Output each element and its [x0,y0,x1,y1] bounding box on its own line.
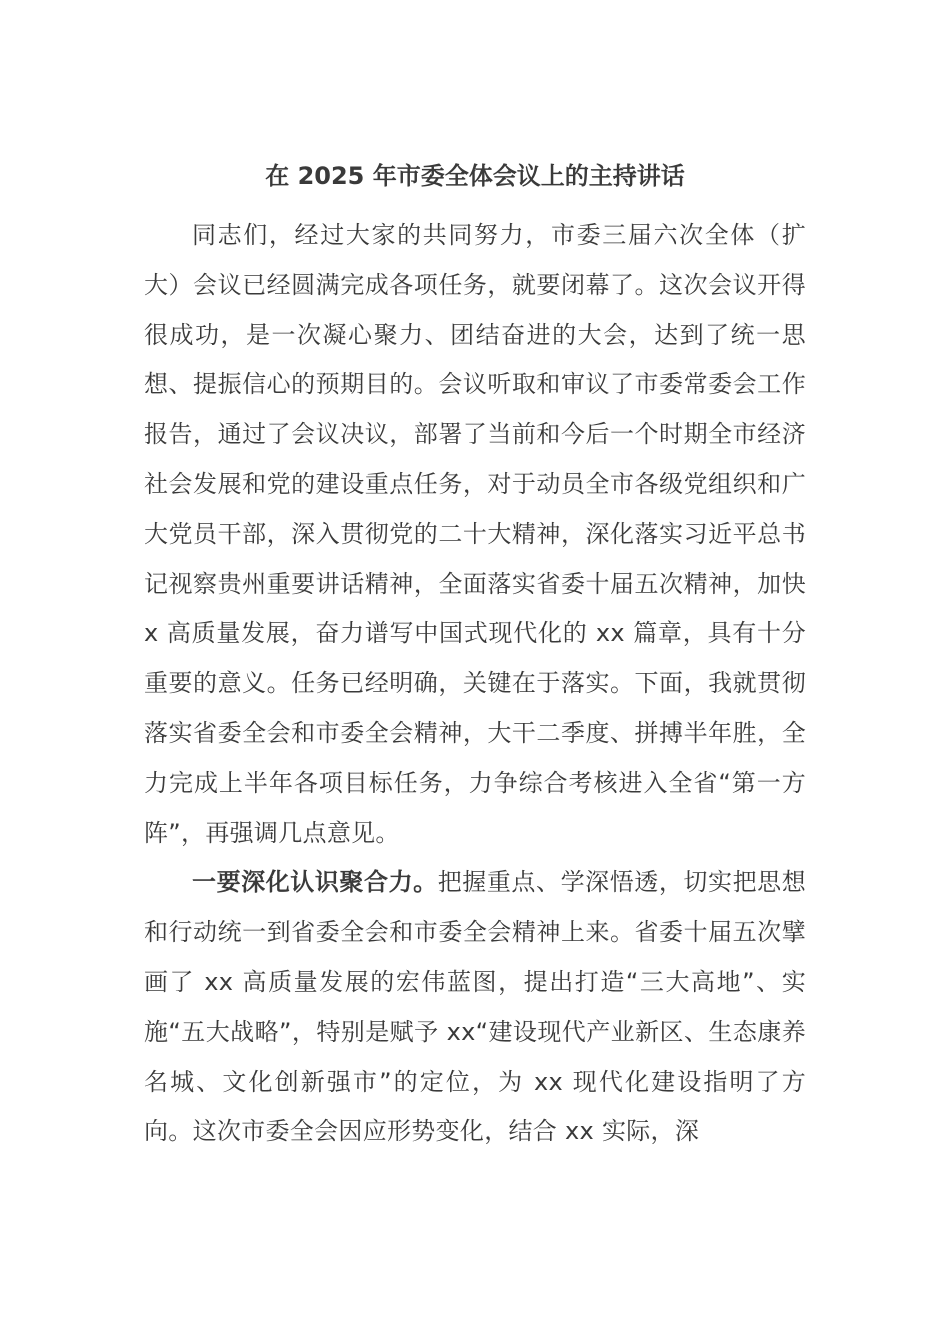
document-title: 在 2025 年市委全体会议上的主持讲话 [265,162,685,190]
paragraph-lead: 一要深化认识聚合力。 [192,868,438,897]
paragraph-point-one [144,858,806,1157]
paragraph-text: 同志们，经过大家的共同努力，市委三届六次全体（扩大）会议已经圆满完成各项任务，就要闭幕了。这次会议开得很成功，是一次凝心聚力、团结奋进的大会，达到了统一思想、提振信心的预期目的。会议听取和审议了市委常委会工作报告，通过了会议决议，部署了当前和今后一个时期全市经济社会发展和党的建设重点任务，对于动员全市各级党组织和广大党员干部，深入贯彻党的二十大精神，深化落实习近平总书记视察贵州重要讲话精神，全面落实省委十届五次精神，加快 x 高质量发展，奋力谱写中国式现代化的 xx 篇章，具有十分重要的意义。任务已经明确，关键在于落实。下面，我就贯彻落实省委全会和市委全会精神，大干二季度、拼搏半年胜，全力完成上半年各项目标任务，力争综合考核进入全省“第一方阵”，再强调几点意见。 [144,221,806,847]
document-body [144,211,806,1157]
paragraph-text: 把握重点、学深悟透，切实把思想和行动统一到省委全会和市委全会精神上来。省委十届五次擘画了 xx 高质量发展的宏伟蓝图，提出打造“三大高地”、实施“五大战略”，特别是赋予 xx“建设现代产业新区、生态康养名城、文化创新强市”的定位，为 xx 现代化建设指明了方向。这次市委全会因应形势变化，结合 xx 实际，深 [144,868,807,1146]
paragraph-opening [144,211,806,858]
